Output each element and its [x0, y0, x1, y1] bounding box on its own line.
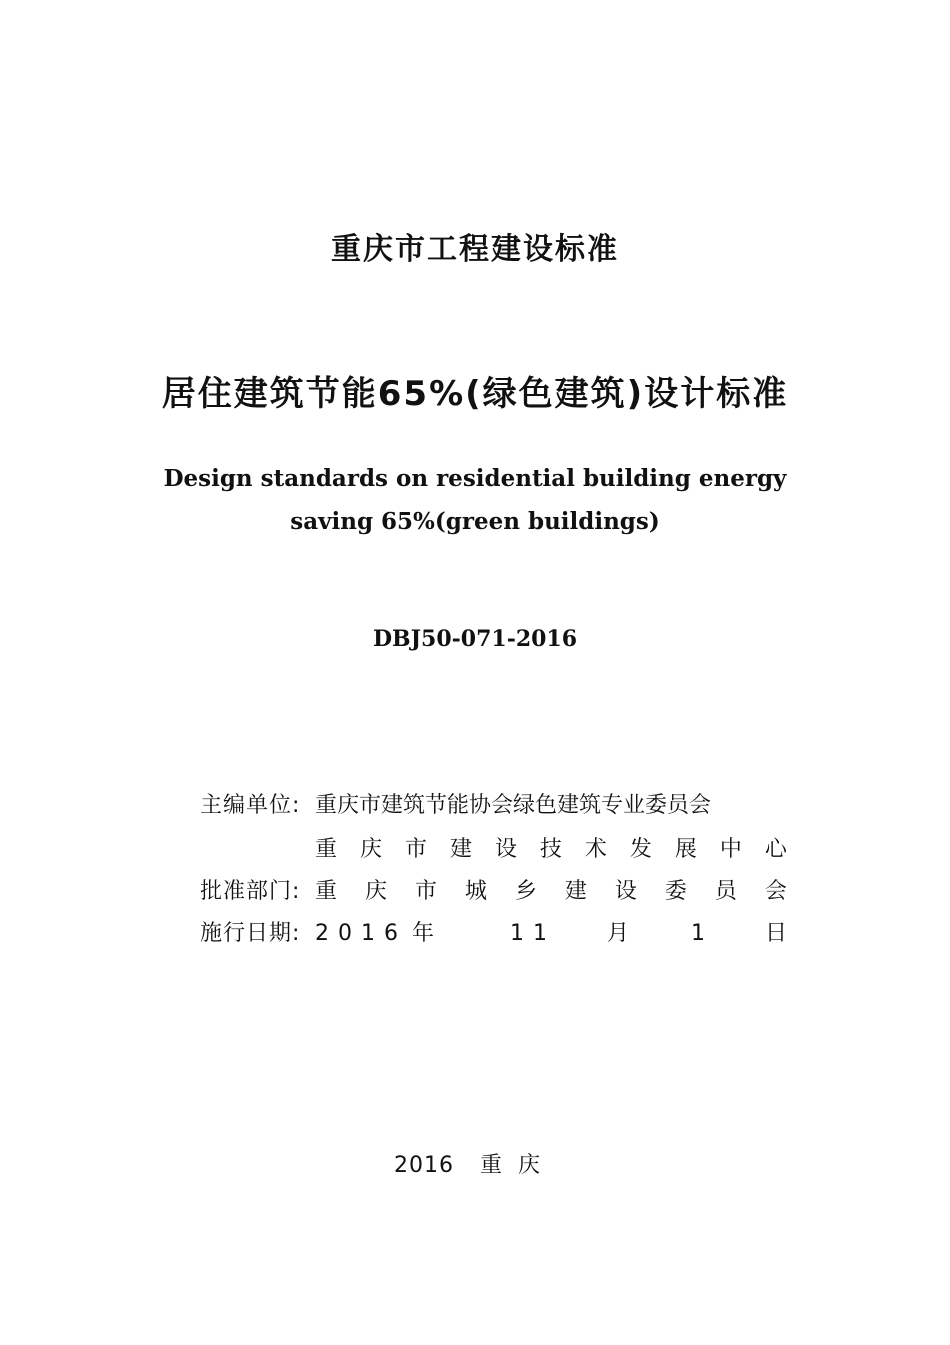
date-char: 6 — [384, 921, 398, 946]
imprint-year: 2016 — [393, 1153, 454, 1178]
date-char: 1 — [510, 921, 524, 946]
series-title: 重庆市工程建设标准 — [331, 232, 619, 267]
editor-secondary-char: 市 — [404, 837, 427, 862]
approval-char: 城 — [464, 879, 487, 904]
approval-row — [200, 874, 790, 910]
editor-secondary-char: 庆 — [359, 837, 382, 862]
date-char: 年 — [412, 921, 435, 946]
editor-primary: 重庆市建筑节能协会绿色建筑专业委员会 — [315, 793, 712, 818]
editor-label: 主编单位: — [200, 793, 301, 818]
date-char: 1 — [691, 921, 705, 946]
date-char: 1 — [533, 921, 547, 946]
editor-secondary-char: 发 — [629, 837, 652, 862]
imprint — [0, 1148, 950, 1184]
approval-char: 建 — [564, 879, 587, 904]
approval-char: 乡 — [514, 879, 537, 904]
date-char: 1 — [361, 921, 375, 946]
editor-row — [200, 788, 790, 824]
editor-secondary-row — [200, 832, 790, 868]
date-char: 0 — [338, 921, 352, 946]
date-char: 2 — [315, 921, 329, 946]
title-chinese: 居住建筑节能65%(绿色建筑)设计标准 — [161, 374, 789, 414]
approval-label: 批准部门: — [200, 879, 301, 904]
editor-secondary-char: 建 — [449, 837, 472, 862]
date-char: 日 — [765, 921, 788, 946]
effective-date-row — [200, 916, 790, 952]
standard-code: DBJ50-071-2016 — [372, 626, 578, 652]
editor-secondary-char: 技 — [539, 837, 562, 862]
approval-char: 庆 — [364, 879, 387, 904]
editor-secondary-char: 中 — [719, 837, 742, 862]
editor-secondary-char: 设 — [494, 837, 517, 862]
editor-secondary-char: 心 — [764, 837, 787, 862]
approval-char: 委 — [664, 879, 687, 904]
date-char: 月 — [607, 921, 630, 946]
editor-secondary-char: 重 — [315, 837, 338, 862]
title-english-line-2: saving 65%(green buildings) — [290, 508, 660, 535]
editor-secondary — [315, 832, 787, 868]
approval-value — [315, 874, 787, 910]
approval-char: 市 — [414, 879, 437, 904]
approval-char: 重 — [315, 879, 338, 904]
approval-char: 设 — [614, 879, 637, 904]
effective-date-label: 施行日期: — [200, 921, 301, 946]
editor-secondary-char: 展 — [674, 837, 697, 862]
editor-secondary-char: 术 — [584, 837, 607, 862]
approval-char: 员 — [714, 879, 737, 904]
title-english-line-1: Design standards on residential building energy — [163, 465, 787, 492]
approval-char: 会 — [764, 879, 787, 904]
imprint-city: 重庆 — [479, 1153, 556, 1178]
